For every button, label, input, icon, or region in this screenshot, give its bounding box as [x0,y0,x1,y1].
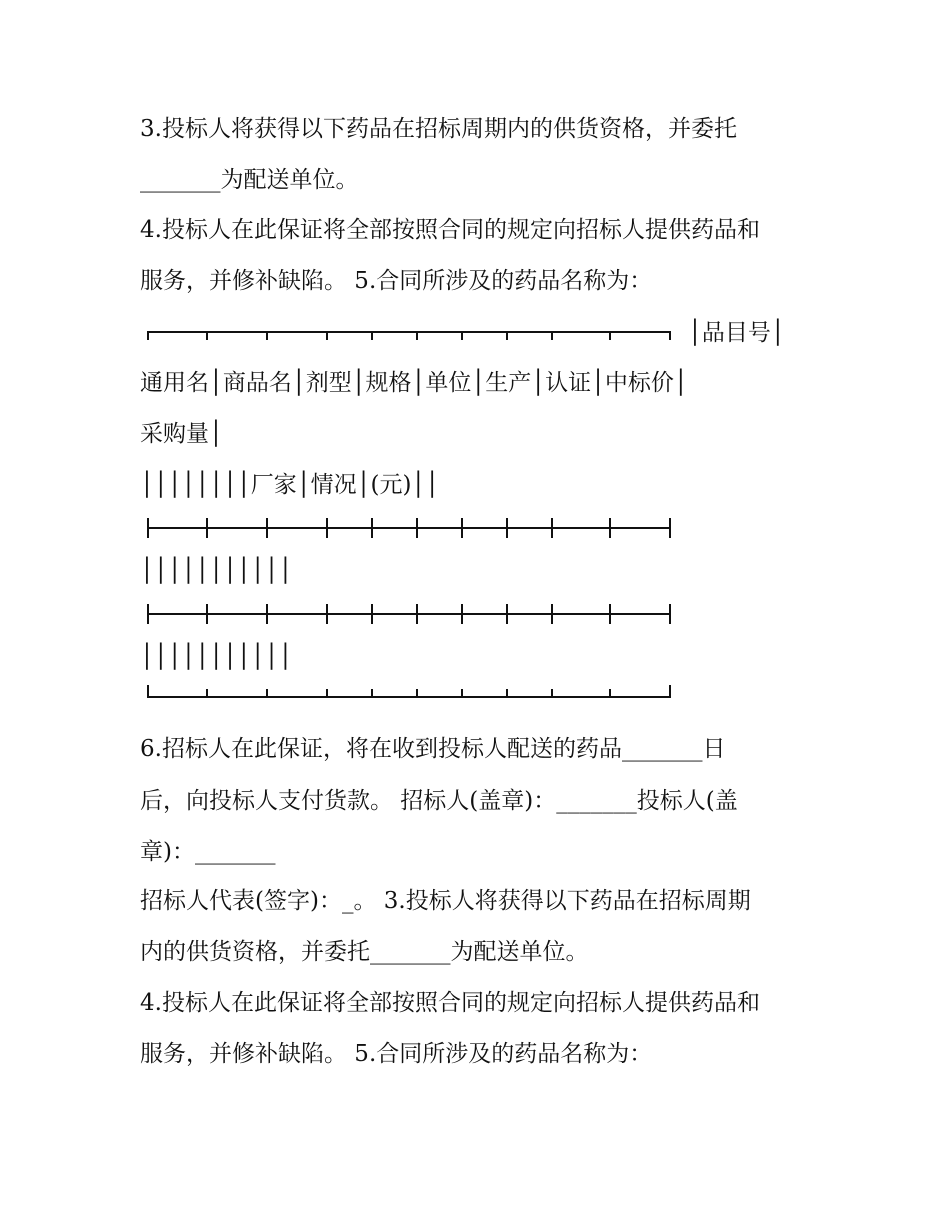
paragraph-6-line-1: 6.招标人在此保证，将在收到投标人配送的药品_______日 [140,736,726,762]
table-header-columns: 通用名│商品名│剂型│规格│单位│生产│认证│中标价│ [140,370,688,396]
table-header-item-no: │品目号│ [688,320,785,346]
table-row-separator-1 [140,518,680,538]
table-top-rule [140,322,680,342]
paragraph-4-repeat-line-1: 4.投标人在此保证将全部按照合同的规定向招标人提供药品和 [140,990,760,1016]
paragraph-4-line-2: 服务，并修补缺陷。 5.合同所涉及的药品名称为： [140,268,653,294]
paragraph-6-line-2: 后，向投标人支付货款。 招标人(盖章)：_______投标人(盖 [140,788,738,814]
paragraph-6-line-3: 章)：_______ [140,839,276,865]
table-empty-row-2: │││││││││││ [140,644,293,670]
paragraph-3-line-2: _______为配送单位。 [140,167,359,193]
table-row-separator-2 [140,604,680,624]
paragraph-4-line-1: 4.投标人在此保证将全部按照合同的规定向招标人提供药品和 [140,217,760,243]
signature-line: 招标人代表(签字)：_。 3.投标人将获得以下药品在招标周期 [140,888,751,914]
table-header-subrow: ││││││││厂家│情况│(元)││ [140,472,440,498]
paragraph-4-repeat-line-2: 服务，并修补缺陷。 5.合同所涉及的药品名称为： [140,1041,653,1067]
table-empty-row-1: │││││││││││ [140,558,293,584]
table-header-quantity: 采购量│ [140,421,223,447]
table-bottom-rule [140,683,680,703]
paragraph-3-repeat-line-2: 内的供货资格，并委托_______为配送单位。 [140,939,589,965]
paragraph-3-line-1: 3.投标人将获得以下药品在招标周期内的供货资格，并委托 [140,116,737,142]
